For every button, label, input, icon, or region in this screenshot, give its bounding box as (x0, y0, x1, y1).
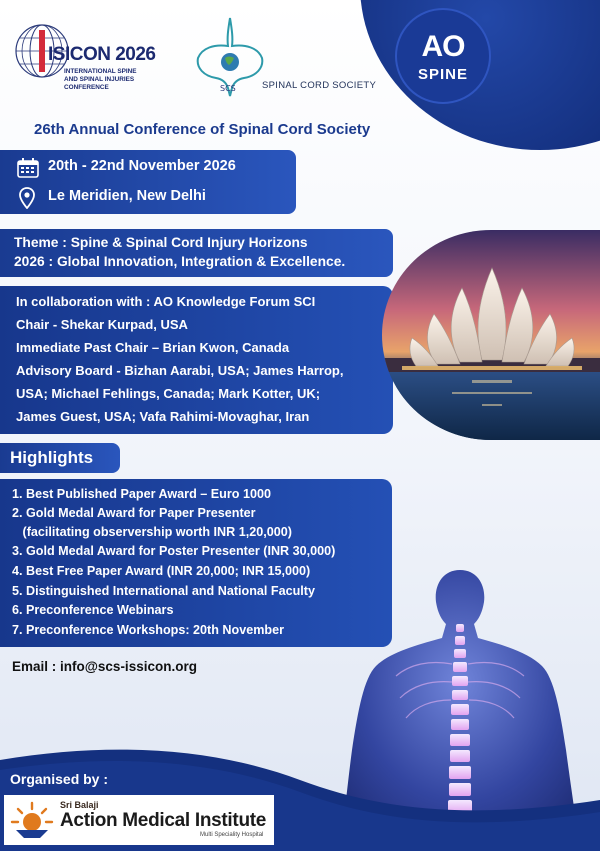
scs-name: SPINAL CORD SOCIETY (262, 80, 377, 91)
issicon-title: ISICON 2026 (48, 44, 156, 65)
highlight-item: 3. Gold Medal Award for Poster Presenter (INR 30,000) (12, 544, 336, 558)
highlight-item: (facilitating observership worth INR 1,20,000) (12, 525, 292, 539)
organised-by-label: Organised by : (10, 771, 109, 787)
lotus-temple-illustration (382, 230, 600, 440)
organiser-tagline: Multi Speciality Hospital (200, 832, 264, 838)
location-pin-icon (19, 187, 35, 209)
organiser-small-text: Sri Balaji (60, 800, 99, 810)
highlight-item: 2. Gold Medal Award for Paper Presenter (12, 506, 256, 520)
highlight-item: 7. Preconference Workshops: 20th November (12, 623, 285, 637)
event-venue: Le Meridien, New Delhi (48, 188, 206, 204)
collaboration-line: Chair - Shekar Kurpad, USA (16, 317, 188, 332)
scs-logo (190, 16, 377, 101)
theme-box (0, 229, 393, 277)
organiser-logo-box (4, 795, 274, 845)
issicon-subtitle-line: INTERNATIONAL SPINE (64, 68, 137, 75)
organiser-name: Action Medical Institute (60, 810, 267, 831)
highlights-label: Highlights (10, 448, 94, 467)
collaboration-line: Advisory Board - Bizhan Aarabi, USA; James Harrop, (16, 363, 344, 378)
date-venue-box (0, 150, 296, 214)
spinal-cord-society-emblem-icon (190, 16, 270, 101)
highlight-item: 6. Preconference Webinars (12, 603, 174, 617)
issicon-logo (14, 12, 164, 102)
sun-logo-icon (10, 800, 54, 840)
highlight-item: 1. Best Published Paper Award – Euro 1000 (12, 487, 271, 501)
conference-title: 26th Annual Conference of Spinal Cord Society (34, 121, 371, 138)
ao-spine-logo (395, 8, 491, 104)
collaboration-line: James Guest, USA; Vafa Rahimi-Movaghar, Iran (16, 409, 310, 424)
calendar-icon (17, 158, 39, 178)
theme-line-2: 2026 : Global Innovation, Integration & Excellence. (14, 254, 346, 269)
issicon-subtitle (64, 68, 137, 92)
issicon-subtitle-line: CONFERENCE (64, 84, 109, 91)
highlights-heading (0, 443, 120, 473)
lotus-temple-photo (382, 230, 600, 440)
issicon-subtitle-line: AND SPINAL INJURIES (64, 76, 135, 83)
contact-email[interactable]: Email : info@scs-issicon.org (12, 659, 197, 674)
ao-logo-text: AO (421, 30, 465, 63)
collaboration-box (0, 286, 393, 434)
collaboration-line: USA; Michael Fehlings, Canada; Mark Kotter, UK; (16, 386, 321, 401)
collaboration-line: In collaboration with : AO Knowledge Forum SCI (16, 294, 316, 309)
ao-logo-subtext: SPINE (417, 66, 468, 83)
event-dates: 20th - 22nd November 2026 (48, 158, 236, 174)
highlight-item: 5. Distinguished International and National Faculty (12, 584, 315, 598)
scs-abbr: SCS (220, 84, 236, 93)
highlight-item: 4. Best Free Paper Award (INR 20,000; INR 15,000) (12, 564, 311, 578)
theme-line-1: Theme : Spine & Spinal Cord Injury Horizons (14, 235, 308, 250)
collaboration-line: Immediate Past Chair – Brian Kwon, Canada (16, 340, 290, 355)
